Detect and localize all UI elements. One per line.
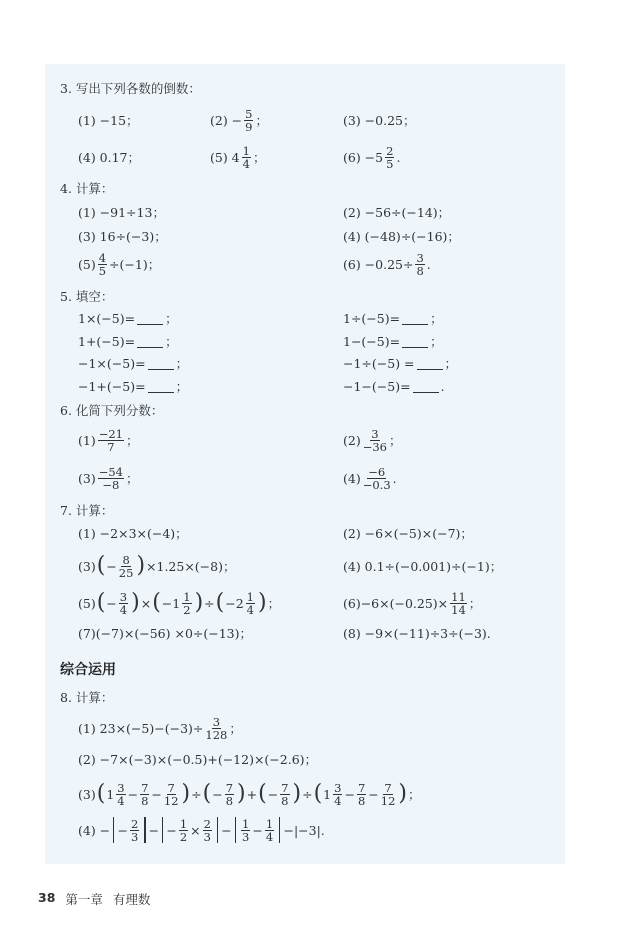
fraction — [182, 591, 191, 616]
denominator: 8 — [357, 793, 366, 808]
parenthesis: ( — [96, 781, 106, 806]
numerator: 2 — [203, 816, 211, 831]
numerator: 1 — [246, 589, 254, 604]
expression-text: 1+(−5)= — [78, 333, 136, 349]
fraction — [116, 782, 125, 807]
chapter-label: 第一章 — [65, 892, 103, 907]
fraction — [98, 252, 107, 277]
fraction — [333, 782, 342, 807]
denominator: −36 — [362, 439, 387, 454]
fraction — [357, 782, 366, 807]
fraction — [98, 428, 124, 453]
parenthesis: ( — [215, 590, 225, 615]
expression-text: 1−(−5)= — [343, 333, 401, 349]
q5-item — [343, 371, 445, 401]
q5-title: 5. 填空： — [60, 289, 114, 304]
numerator: 8 — [122, 552, 130, 567]
expression-text: −1×(−5)= — [78, 355, 146, 371]
numerator: 2 — [130, 816, 139, 831]
absolute-bar — [217, 817, 218, 843]
fraction — [385, 145, 394, 170]
parenthesis: ) — [131, 590, 140, 615]
q7-item — [343, 618, 491, 648]
expression-text: − — [344, 786, 355, 802]
expression-text: −|−3|. — [283, 822, 325, 838]
fraction — [363, 428, 387, 453]
q7-item — [78, 551, 236, 581]
q8-title: 8. 计算： — [60, 690, 114, 705]
denominator: 12 — [380, 793, 396, 808]
expression-text: − — [106, 595, 117, 611]
q8-item — [78, 713, 242, 743]
fraction — [241, 818, 250, 843]
q7-item — [343, 588, 481, 618]
expression-text: −1+(−5)= — [78, 378, 146, 394]
expression-text: (2) — [343, 432, 361, 448]
fraction — [179, 818, 188, 843]
expression-text: −1−(−5)= — [343, 378, 411, 394]
numerator: −21 — [98, 426, 123, 441]
expression-text: ； — [468, 596, 482, 611]
expression-text: ； — [430, 311, 443, 326]
expression-text: (1) 23×(−5)−(−3)÷ — [78, 720, 204, 736]
page-footer — [38, 890, 150, 908]
fraction — [203, 818, 212, 843]
chapter-topic: 有理数 — [112, 892, 151, 907]
expression-text: (1) — [78, 432, 96, 448]
answer-blank — [417, 357, 443, 370]
denominator: 3 — [203, 829, 211, 844]
parenthesis: ( — [202, 781, 212, 806]
fraction — [140, 782, 149, 807]
denominator: 7 — [107, 439, 115, 454]
parenthesis: ( — [96, 590, 106, 615]
expression-text: ÷ — [302, 786, 313, 802]
expression-text: (3) — [78, 786, 96, 802]
expression-text: (4) (−48)÷(−16)； — [343, 229, 460, 244]
expression-text: (7)(−7)×(−56) ×0÷(−13)； — [78, 626, 252, 641]
denominator: 12 — [163, 793, 179, 808]
denominator: 3 — [242, 829, 250, 844]
denominator: 5 — [386, 156, 394, 171]
expression-text: ； — [407, 787, 421, 802]
denominator: 4 — [119, 602, 128, 617]
denominator: 8 — [141, 793, 149, 808]
answer-blank — [402, 335, 428, 348]
expression-text: (4) — [343, 470, 361, 486]
expression-text: −2 — [225, 595, 244, 611]
absolute-bar — [144, 817, 145, 843]
answer-blank — [137, 335, 163, 348]
expression-text: ÷(−1)； — [109, 257, 161, 272]
section-heading: 综合运用 — [60, 662, 116, 678]
denominator: 14 — [451, 602, 466, 617]
q6-item — [343, 425, 402, 455]
numerator: 3 — [119, 589, 128, 604]
parenthesis: ( — [313, 781, 323, 806]
expression-text: −1 — [161, 595, 181, 611]
numerator: 4 — [98, 250, 107, 265]
answer-blank — [413, 380, 439, 393]
expression-text: − — [151, 786, 162, 802]
fraction — [164, 782, 179, 807]
absolute-bar — [162, 817, 163, 843]
expression-text: (6) −0.25÷ — [343, 256, 414, 272]
denominator: −8 — [102, 477, 120, 492]
fraction — [119, 591, 128, 616]
expression-text: − — [368, 786, 379, 802]
expression-text: × — [190, 822, 201, 838]
parenthesis: ) — [398, 781, 407, 806]
expression-text: (5) — [78, 595, 96, 611]
numerator: 3 — [212, 714, 221, 729]
numerator: 3 — [117, 780, 125, 795]
q8-item — [78, 779, 421, 809]
numerator: 5 — [245, 106, 253, 121]
expression-text: (2) − — [210, 112, 243, 128]
fraction — [381, 782, 396, 807]
q6-item — [78, 463, 139, 493]
expression-text: ； — [165, 311, 178, 326]
parenthesis: ) — [181, 781, 191, 806]
expression-text: − — [117, 822, 128, 838]
q3-item — [78, 142, 140, 172]
denominator: 8 — [416, 263, 424, 278]
q7-item — [78, 618, 252, 648]
expression-text: − — [127, 786, 139, 802]
numerator: 3 — [371, 426, 379, 441]
expression-text: (8) −9×(−11)÷3÷(−3). — [343, 625, 491, 641]
q6-item — [343, 463, 397, 493]
q3-item — [343, 105, 416, 135]
q4-title: 4. 计算： — [60, 181, 114, 196]
answer-blank — [148, 357, 174, 370]
answer-blank — [402, 312, 428, 325]
expression-text: −1÷(−5) = — [343, 355, 415, 371]
parenthesis: ( — [152, 590, 161, 615]
q7-item — [343, 551, 502, 581]
expression-text: × — [140, 595, 152, 611]
expression-text: (5) 4 — [210, 149, 240, 165]
fraction — [363, 466, 391, 491]
denominator: 9 — [245, 119, 253, 134]
expression-text: + — [246, 786, 258, 802]
page-number: 38 — [38, 890, 56, 905]
expression-text: − — [221, 822, 232, 838]
fraction — [205, 716, 227, 741]
numerator: 3 — [334, 780, 342, 795]
expression-text: ； — [165, 334, 178, 349]
expression-text: (2) −6×(−5)×(−7)； — [343, 526, 473, 541]
q7-item — [343, 518, 473, 548]
expression-text: ； — [389, 433, 402, 448]
expression-text: (1) −91÷13； — [78, 205, 165, 220]
numerator: 2 — [386, 143, 394, 158]
expression-text: ÷ — [191, 786, 202, 802]
q6-title: 6. 化简下列分数： — [60, 403, 164, 418]
q7-item — [78, 588, 280, 618]
expression-text: ； — [126, 471, 139, 486]
fraction — [242, 145, 251, 170]
denominator: 8 — [225, 793, 234, 808]
expression-text: − — [267, 786, 279, 802]
expression-text: ； — [444, 356, 458, 371]
absolute-bar — [113, 817, 114, 843]
parenthesis: ) — [237, 781, 246, 806]
parenthesis: ) — [136, 553, 146, 578]
expression-text: 1×(−5)= — [78, 310, 136, 326]
expression-text: ×1.25×(−8)； — [146, 559, 236, 574]
denominator: 4 — [265, 829, 274, 844]
expression-text: − — [148, 822, 160, 838]
q3-item — [343, 142, 400, 172]
expression-text: 1÷(−5)= — [343, 310, 401, 326]
numerator: 11 — [451, 589, 466, 604]
numerator: 7 — [281, 780, 289, 795]
fraction — [98, 466, 124, 491]
numerator: 1 — [183, 589, 191, 604]
numerator: 1 — [265, 816, 274, 831]
denominator: 4 — [246, 602, 254, 617]
absolute-bar — [235, 817, 236, 843]
expression-text: ÷ — [204, 595, 215, 611]
expression-text: − — [166, 822, 177, 838]
denominator: 8 — [281, 793, 289, 808]
fraction — [246, 591, 255, 616]
numerator: −6 — [368, 464, 386, 479]
fraction — [130, 818, 139, 843]
parenthesis: ) — [194, 590, 204, 615]
expression-text: (1) −2×3×(−4)； — [78, 526, 188, 541]
numerator: 7 — [141, 780, 149, 795]
expression-text: (1) −15； — [78, 113, 139, 128]
fraction — [415, 252, 424, 277]
denominator: 128 — [205, 727, 228, 742]
denominator: 2 — [183, 602, 191, 617]
q4-item — [78, 249, 160, 279]
expression-text: (3) 16÷(−3)； — [78, 229, 167, 244]
numerator: 1 — [179, 816, 188, 831]
expression-text: (3) — [78, 470, 96, 486]
expression-text: ； — [252, 150, 266, 165]
numerator: 1 — [242, 143, 250, 158]
fraction — [265, 818, 274, 843]
q6-item — [78, 425, 139, 455]
parenthesis: ( — [96, 553, 106, 578]
fraction — [450, 591, 467, 616]
expression-text: ； — [175, 356, 189, 371]
expression-text: (6) −5 — [343, 149, 384, 165]
denominator: −0.3 — [362, 477, 391, 492]
expression-text: ； — [255, 113, 268, 128]
answer-blank — [137, 312, 163, 325]
denominator: 25 — [118, 565, 134, 580]
q3-item — [210, 142, 265, 172]
expression-text: − — [252, 822, 263, 838]
expression-text: ； — [126, 433, 139, 448]
parenthesis: ( — [258, 781, 267, 806]
expression-text: (3) −0.25； — [343, 113, 416, 128]
numerator: 7 — [167, 780, 175, 795]
expression-text: − — [106, 558, 117, 574]
numerator: −54 — [98, 464, 123, 479]
q8-item — [78, 815, 325, 845]
expression-text: ； — [430, 334, 443, 349]
fraction — [280, 782, 289, 807]
expression-text: (4) 0.1÷(−0.001)÷(−1)； — [343, 559, 503, 574]
numerator: 7 — [384, 780, 392, 795]
q3-item — [210, 105, 268, 135]
expression-text: 1 — [323, 786, 332, 802]
expression-text: . — [426, 256, 431, 272]
expression-text: . — [440, 378, 445, 394]
parenthesis: ) — [258, 590, 267, 615]
denominator: 3 — [130, 829, 139, 844]
fraction — [225, 782, 234, 807]
numerator: 7 — [225, 780, 234, 795]
denominator: 2 — [179, 829, 188, 844]
expression-text: (5) — [78, 256, 96, 272]
q4-item — [343, 249, 431, 279]
q7-item — [78, 518, 188, 548]
denominator: 5 — [98, 263, 107, 278]
denominator: 4 — [334, 793, 342, 808]
numerator: 1 — [242, 816, 250, 831]
expression-text: (4) 0.17； — [78, 150, 141, 165]
expression-text: (2) −56÷(−14)； — [343, 205, 451, 220]
absolute-bar — [279, 817, 280, 843]
q3-title: 3. 写出下列各数的倒数： — [60, 81, 201, 96]
fraction — [244, 108, 253, 133]
expression-text: ； — [267, 596, 281, 611]
fraction — [119, 554, 134, 579]
expression-text: 1 — [106, 786, 115, 802]
q7-title: 7. 计算： — [60, 503, 114, 518]
q8-item — [78, 744, 317, 774]
q3-item — [78, 105, 139, 135]
denominator: 4 — [242, 156, 250, 171]
expression-text: (3) — [78, 558, 96, 574]
expression-text: ； — [229, 721, 242, 736]
numerator: 3 — [416, 250, 424, 265]
expression-text: − — [212, 786, 223, 802]
expression-text: . — [396, 149, 401, 165]
denominator: 4 — [117, 793, 125, 808]
answer-blank — [148, 380, 174, 393]
expression-text: (6)−6×(−0.25)× — [343, 595, 449, 611]
q4-item — [343, 221, 460, 251]
expression-text: (2) −7×(−3)×(−0.5)+(−12)×(−2.6)； — [78, 752, 318, 767]
expression-text: (4) − — [78, 822, 111, 838]
parenthesis: ) — [292, 781, 302, 806]
expression-text: . — [392, 470, 397, 486]
expression-text: ； — [175, 379, 189, 394]
q4-item — [78, 221, 167, 251]
numerator: 7 — [357, 780, 366, 795]
